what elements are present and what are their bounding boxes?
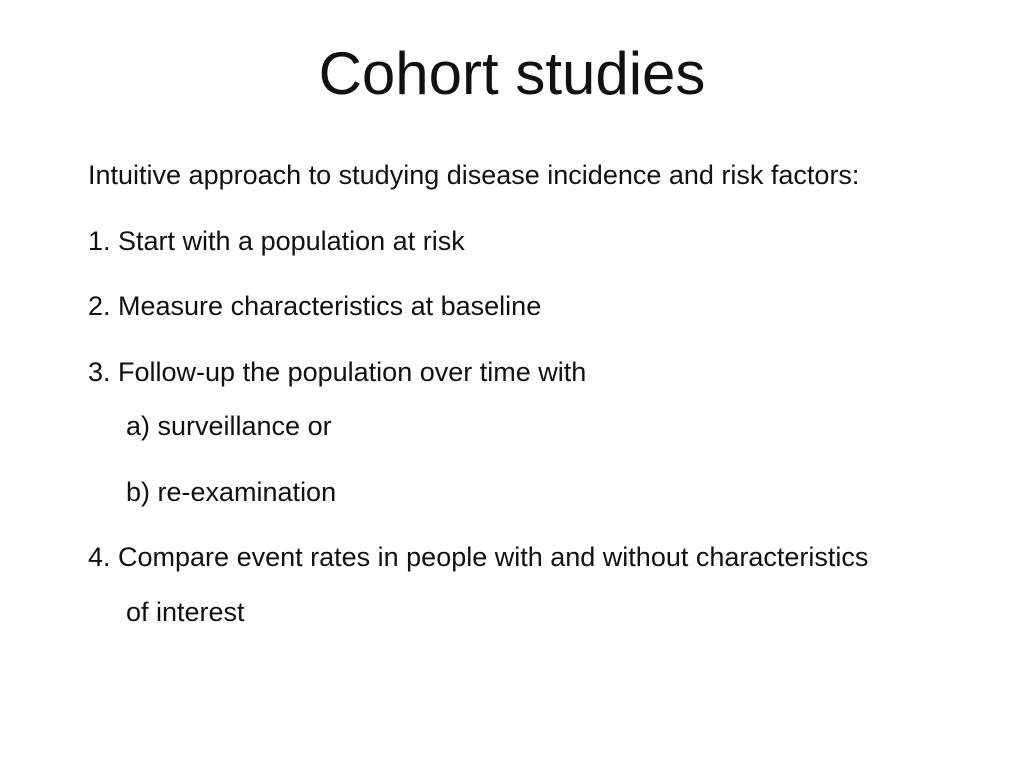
step-2-text: 2. Measure characteristics at baseline xyxy=(88,291,542,321)
step-4-continuation-text: of interest xyxy=(126,597,245,627)
step-4-text: 4. Compare event rates in people with and without characteristics xyxy=(88,542,869,572)
slide-title: Cohort studies xyxy=(318,40,706,107)
step-1-text: 1. Start with a population at risk xyxy=(88,226,465,256)
step-3a-text: a) surveillance or xyxy=(126,411,332,441)
step-3-text: 3. Follow-up the population over time with xyxy=(88,357,587,387)
intro-text: Intuitive approach to studying disease incidence and risk factors: xyxy=(88,160,860,190)
step-3b-text: b) re-examination xyxy=(126,477,337,507)
